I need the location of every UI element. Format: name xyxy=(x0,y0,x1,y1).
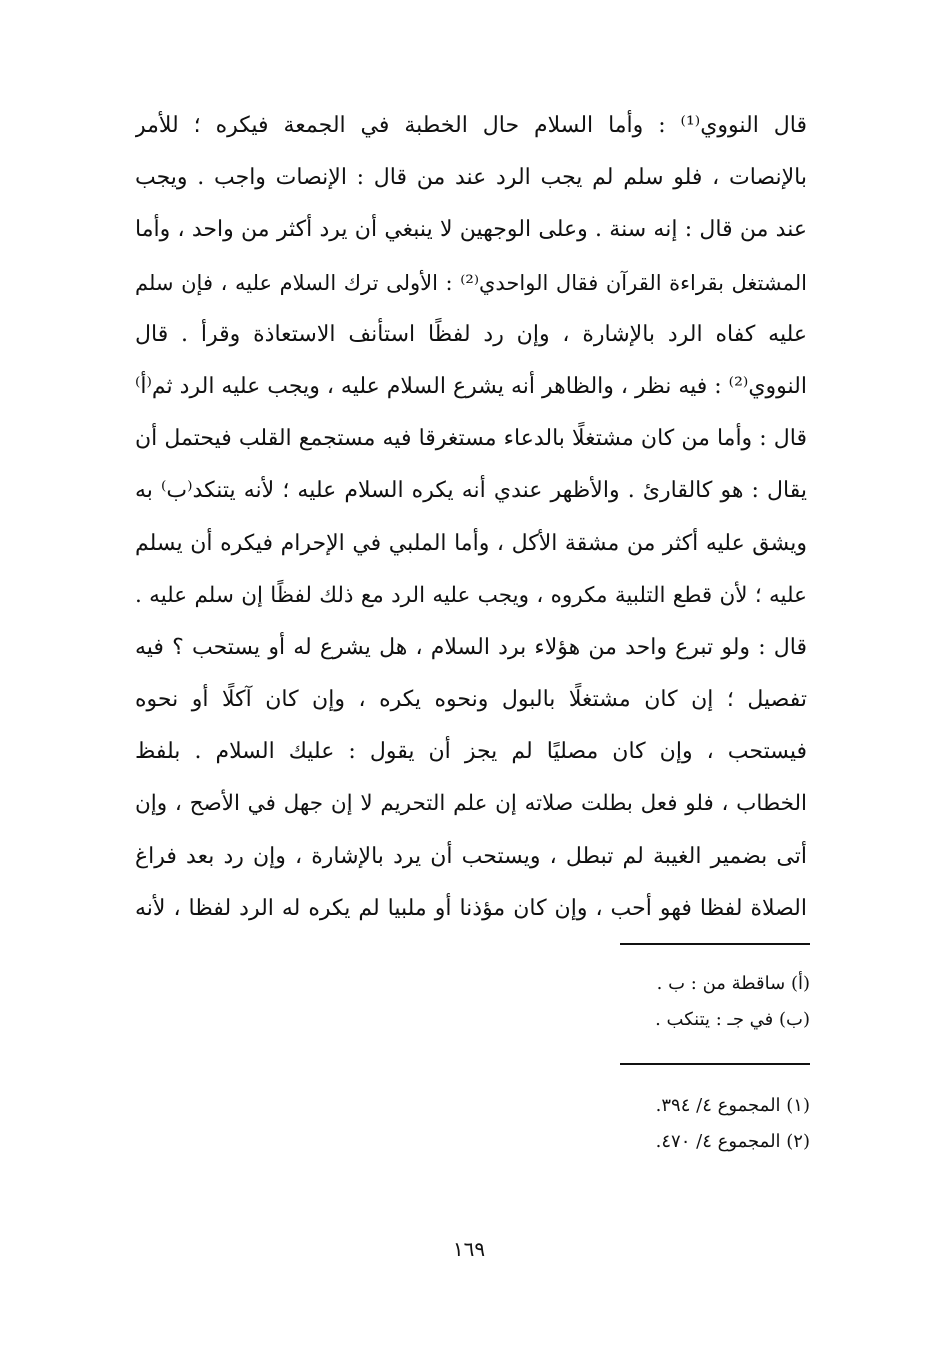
text-line: النووي⁽²⁾ : فيه نظر ، والظاهر أنه يشرع السلام عليه ، ويجب عليه الرد ثم⁽أ⁾ xyxy=(135,373,807,399)
source-notes xyxy=(410,1088,810,1160)
text-line: ويشق عليه أكثر من مشقة الأكل ، وأما الملبي في الإحرام فيكره أن يسلم xyxy=(135,530,807,556)
text-line: عند من قال : إنه سنة . وعلى الوجهين لا ينبغي أن يرد أكثر من واحد ، وأما xyxy=(135,217,807,243)
source-note: (٢) المجموع ٤/ ٤٧٠. xyxy=(655,1131,810,1152)
body-text xyxy=(135,100,807,935)
text-line: المشتغل بقراءة القرآن فقال الواحدي⁽²⁾ : الأولى ترك السلام عليه ، فإن سلم xyxy=(135,270,807,295)
text-line: عليه كفاه الرد بالإشارة ، وإن رد لفظًا استأنف الاستعاذة وقرأ . قال xyxy=(135,321,807,347)
text-line: يقال : هو كالقارئ . والأظهر عندي أنه يكره السلام عليه ؛ لأنه يتنكد⁽ب⁾ به xyxy=(135,478,807,504)
variant-note: (أ) ساقطة من : ب . xyxy=(656,973,810,994)
text-line: تفصيل ؛ إن كان مشتغلًا بالبول ونحوه يكره ، وإن كان آكلًا أو نحوه xyxy=(135,687,807,713)
text-line: فيستحب ، وإن كان مصليًا لم يجز أن يقول : عليك السلام . بلفظ xyxy=(135,739,807,765)
footnote-divider xyxy=(620,943,810,945)
variant-notes xyxy=(410,966,810,1038)
text-line: عليه ؛ لأن قطع التلبية مكروه ، ويجب عليه الرد مع ذلك لفظًا إن سلم عليه . xyxy=(135,582,807,608)
variant-note: (ب) في جـ : يتنكب . xyxy=(655,1009,810,1030)
text-line: أتى بضمير الغيبة لم تبطل ، ويستحب أن يرد بالإشارة ، وإن رد بعد فراغ xyxy=(135,843,807,869)
text-line: الصلاة لفظا فهو أحب ، وإن كان مؤذنا أو ملبيا لم يكره له الرد لفظا ، لأنه xyxy=(135,895,807,921)
text-line: قال النووي⁽¹⁾ : وأما السلام حال الخطبة في الجمعة فيكره ؛ للأمر xyxy=(135,113,807,138)
text-line: بالإنصات ، فلو سلم لم يجب الرد عند من قال : الإنصات واجب . ويجب xyxy=(135,165,807,191)
text-line: قال : وأما من كان مشتغلًا بالدعاء مستغرقا فيه مستجمع القلب فيحتمل أن xyxy=(135,426,807,452)
source-note: (١) المجموع ٤/ ٣٩٤. xyxy=(655,1095,810,1116)
text-line: قال : ولو تبرع واحد من هؤلاء برد السلام ، هل يشرع له أو يستحب ؟ فيه xyxy=(135,634,807,660)
text-line: الخطاب ، فلو فعل بطلت صلاته إن علم التحريم لا إن جهل في الأصح ، وإن xyxy=(135,791,807,817)
page-number: ١٦٩ xyxy=(452,1237,486,1261)
footnote-divider xyxy=(620,1063,810,1065)
